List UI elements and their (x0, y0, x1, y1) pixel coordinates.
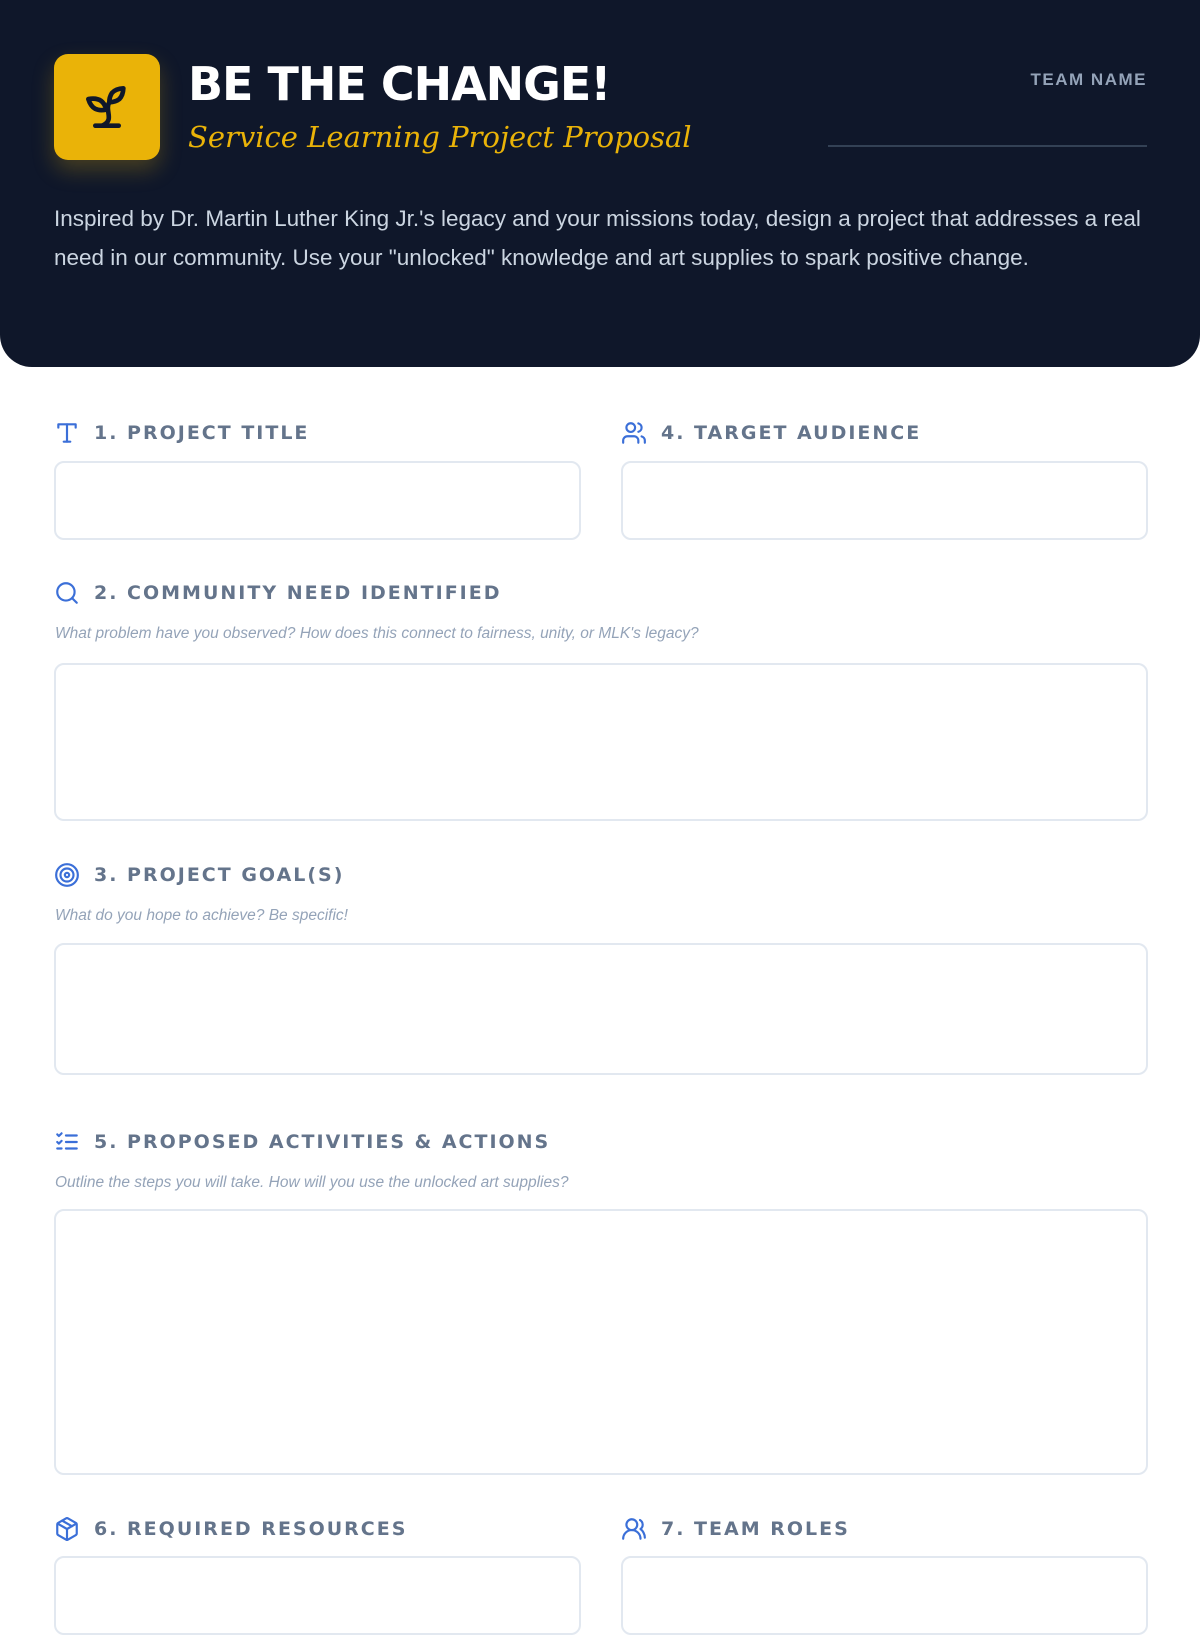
project-goals-hint: What do you hope to achieve? Be specific! (55, 907, 348, 924)
type-icon (54, 420, 80, 446)
community-need-label (54, 580, 502, 606)
target-icon (54, 862, 80, 888)
target-audience-input[interactable] (621, 461, 1148, 540)
resources-input[interactable] (54, 1556, 581, 1635)
checklist-icon (54, 1129, 80, 1155)
community-need-textarea[interactable] (54, 663, 1148, 821)
users-icon (621, 420, 647, 446)
resources-label-text: 6. REQUIRED RESOURCES (94, 1518, 408, 1540)
activities-textarea[interactable] (54, 1209, 1148, 1475)
header (0, 0, 1200, 367)
project-title-input[interactable] (54, 461, 581, 540)
intro-text: Inspired by Dr. Martin Luther King Jr.'s legacy and your missions today, design a project that addresses a real need in our community. Use your "unlocked" knowledge and art supplies to spark positive change. (54, 206, 1141, 270)
users-icon (621, 1516, 647, 1542)
page-subtitle: Service Learning Project Proposal (188, 120, 692, 154)
package-icon (54, 1516, 80, 1542)
team-roles-input[interactable] (621, 1556, 1148, 1635)
community-need-label-text: 2. COMMUNITY NEED IDENTIFIED (94, 582, 502, 604)
team-roles-label (621, 1516, 850, 1542)
project-goals-label (54, 862, 344, 888)
target-audience-label (621, 420, 921, 446)
activities-label (54, 1129, 550, 1155)
activities-label-text: 5. PROPOSED ACTIVITIES & ACTIONS (94, 1131, 551, 1153)
project-goals-textarea[interactable] (54, 943, 1148, 1075)
sprout-icon (79, 79, 135, 135)
page-title: BE THE CHANGE! (188, 57, 611, 111)
project-title-label-text: 1. PROJECT TITLE (94, 422, 310, 444)
logo-badge (54, 54, 160, 160)
activities-hint: Outline the steps you will take. How will you use the unlocked art supplies? (55, 1174, 569, 1191)
project-goals-label-text: 3. PROJECT GOAL(S) (94, 864, 345, 886)
project-title-label (54, 420, 309, 446)
target-audience-label-text: 4. TARGET AUDIENCE (661, 422, 922, 444)
team-name-label: TEAM NAME (1030, 70, 1147, 89)
community-need-hint: What problem have you observed? How does this connect to fairness, unity, or MLK's legacy? (55, 625, 699, 642)
resources-label (54, 1516, 407, 1542)
team-name-field[interactable] (828, 145, 1147, 147)
search-icon (54, 580, 80, 606)
team-roles-label-text: 7. TEAM ROLES (661, 1518, 850, 1540)
